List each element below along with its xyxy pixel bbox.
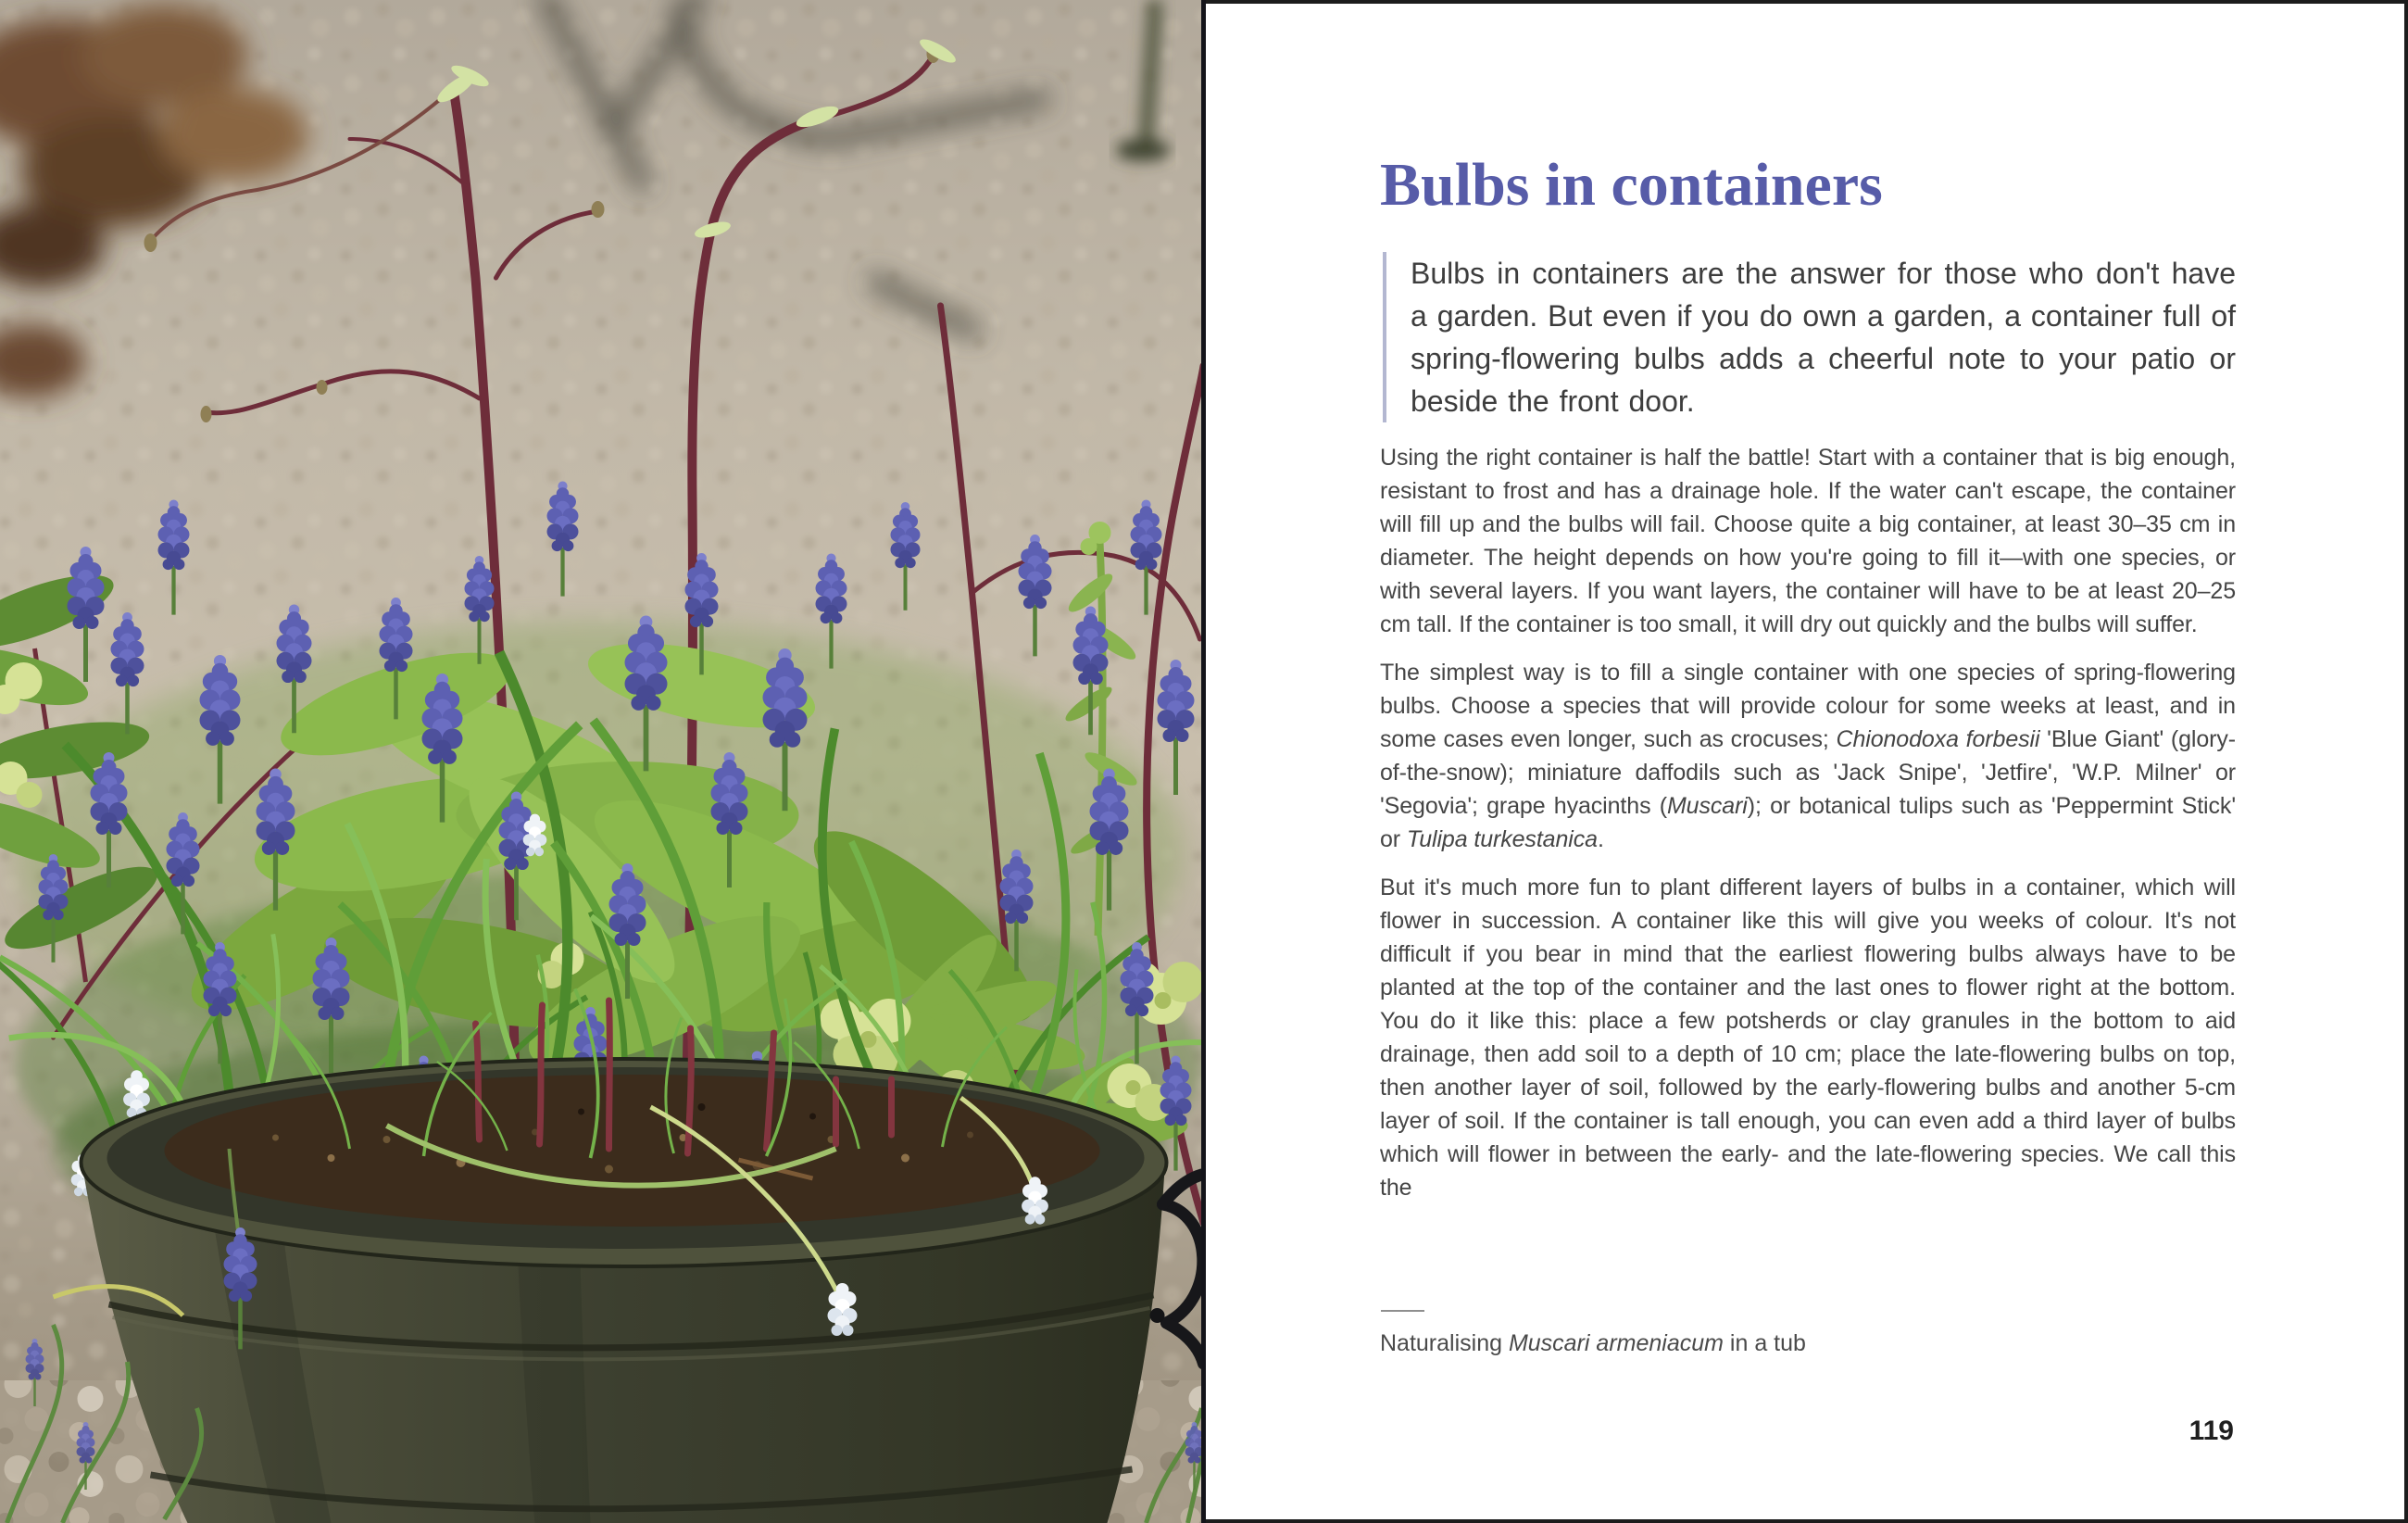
caption-rule	[1381, 1310, 1424, 1312]
right-page	[1206, 0, 2408, 1523]
body-paragraph-3: But it's much more fun to plant different layers of bulbs in a container, which will flower in succession. A container like this will give you weeks of colour. It's not difficult if you bear in mind that the earliest flowering bulbs always have to be planted at the top of the container and the last ones to flower right at the bottom. You do it like this: place a few potsherds or clay granules in the bottom to aid drainage, then add soil to a depth of 10 cm; place the late-flowering bulbs on top, then another layer of soil, followed by the early-flowering bulbs and another 5-cm layer of soil. If the container is tall enough, you can even add a third layer of bulbs which will flower in between the early- and the late-flowering species. We call this the	[1380, 875, 2236, 1201]
page-number: 119	[2189, 1416, 2234, 1446]
page-title: Bulbs in containers	[1380, 151, 1883, 219]
intro-paragraph: Bulbs in containers are the answer for those who don't have a garden. But even if you do own a garden, a container full of spring-flowering bulbs adds a cheerful note to your patio or beside the front door.	[1383, 252, 2236, 422]
text-column	[1380, 252, 2236, 1219]
photo-caption: Naturalising Muscari armeniacum in a tub	[1380, 1330, 1806, 1356]
soil	[165, 1075, 1100, 1227]
body-paragraph-2: The simplest way is to fill a single container with one species of spring-flowering bulbs. Choose a species that will provide colour for some weeks at least, and in some cases even longer, such as crocuses; Chionodoxa forbesii 'Blue Giant' (glory-of-the-snow); miniature daffodils such as 'Jack Snipe', 'Jetfire', 'W.P. Milner' or 'Segovia'; grape hyacinths (Muscari); or botanical tulips such as 'Peppermint Stick' or Tulipa turkestanica.	[1380, 660, 2236, 852]
photo-illustration	[0, 0, 1201, 1523]
body-paragraph-1: Using the right container is half the battle! Start with a container that is big enough, resistant to frost and has a drainage hole. If the water can't escape, the container will fill up and the bulbs will fail. Choose quite a big container, at least 30–35 cm in diameter. The height depends on how you're going to fill it—with one species, or with several layers. If you want layers, the container will have to be at least 20–25 cm tall. If the container is too small, it will dry out quickly and the bulbs will suffer.	[1380, 445, 2236, 637]
